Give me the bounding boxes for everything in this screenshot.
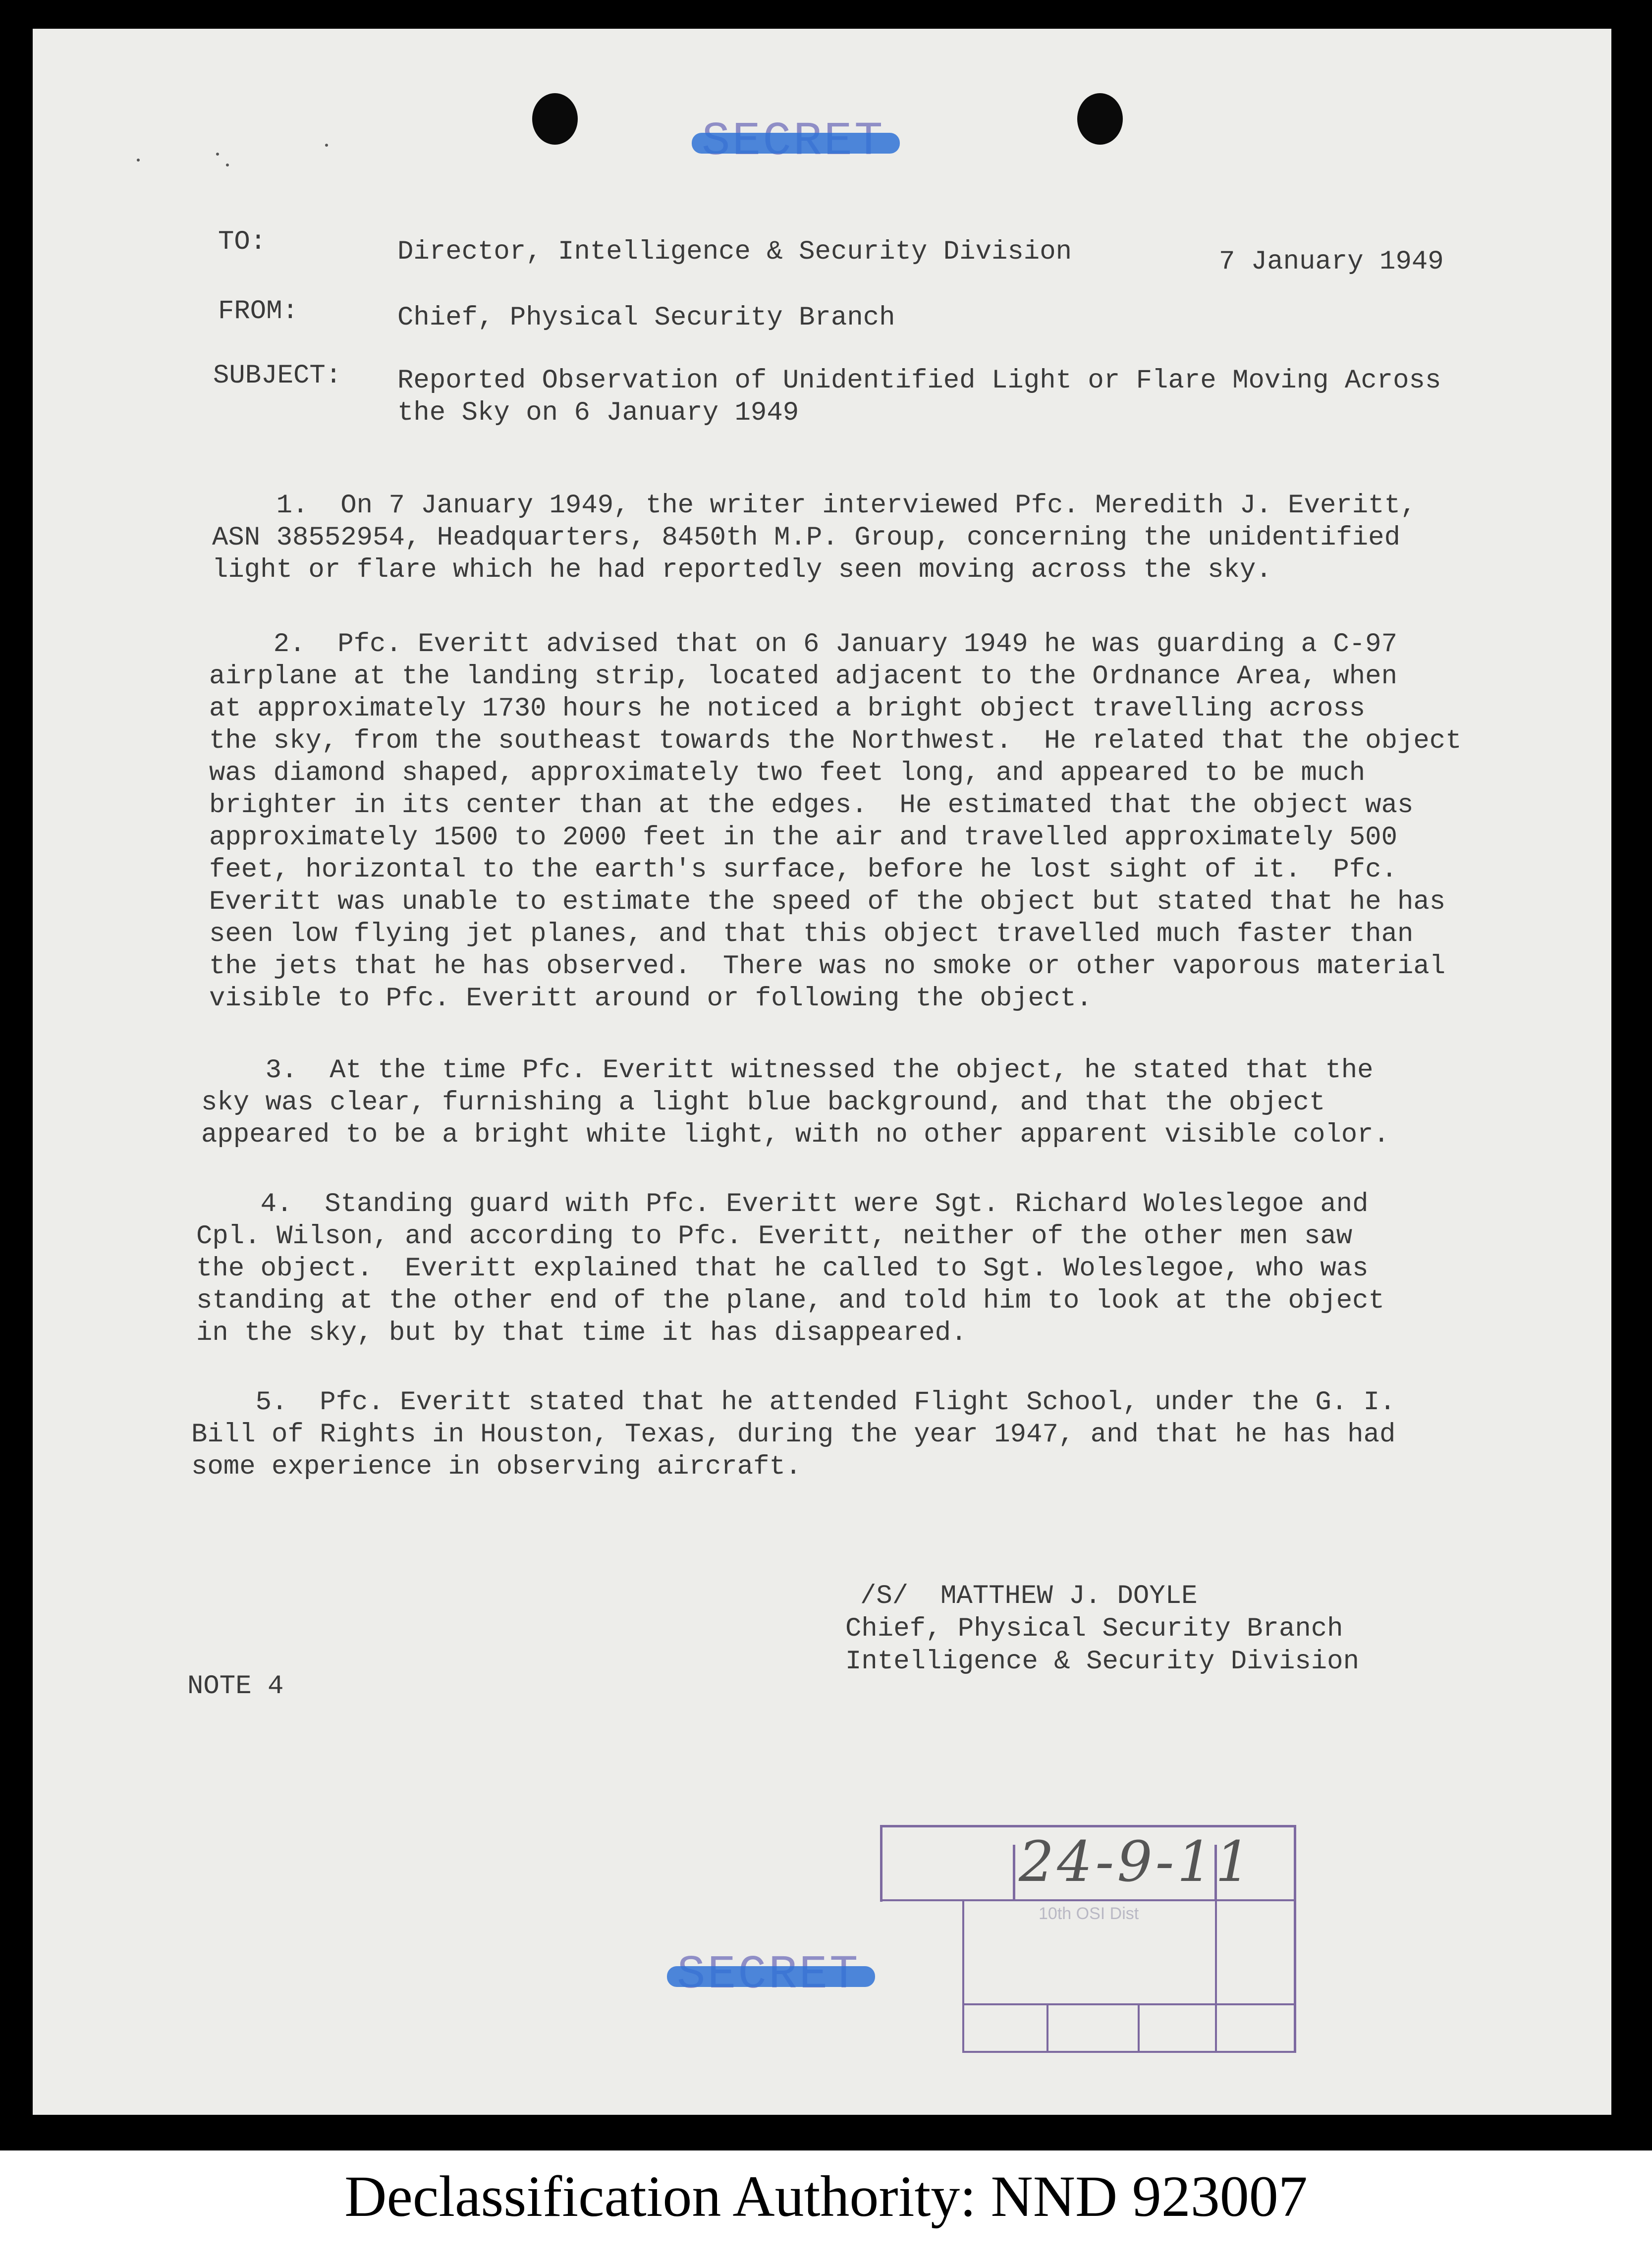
note-label: NOTE 4 xyxy=(187,1671,284,1702)
speck xyxy=(137,159,140,162)
paragraph-1: 1. On 7 January 1949, the writer interviewed Pfc. Meredith J. Everitt, ASN 38552954, Headquarters, 8450th M.P. Group, concerning the unidentified light or flare which he had reportedly seen moving across the sky. xyxy=(212,491,1417,585)
signature-line-2: Chief, Physical Security Branch xyxy=(845,1614,1343,1644)
subject-line-1: Reported Observation of Unidentified Light or Flare Moving Across xyxy=(397,366,1441,396)
file-routing-stamp xyxy=(880,1825,1296,2053)
punch-hole-left xyxy=(532,93,578,145)
speck xyxy=(325,144,328,147)
classification-stamp-bottom xyxy=(677,1951,860,1999)
punch-hole-right xyxy=(1077,93,1123,145)
file-number-handwritten: 24-9-11 xyxy=(1019,1830,1254,1894)
to-label: TO: xyxy=(218,227,267,257)
marker-strike xyxy=(692,133,900,154)
paragraph-5: 5. Pfc. Everitt stated that he attended Flight School, under the G. I. Bill of Rights in Houston, Texas, during the year 1947, and that he has had some experience in observing aircraft. xyxy=(191,1387,1396,1482)
from-label: FROM: xyxy=(218,296,299,327)
speck xyxy=(226,164,229,166)
paragraph-2: 2. Pfc. Everitt advised that on 6 January 1949 he was guarding a C-97 airplane at the landing strip, located adjacent to the Ordnance Area, when at approximately 1730 hours he noticed a bright object travelling across the sky, from the southeast towards the Northwest. He related that the object was diamond shaped, approximately two feet long, and appeared to be much brighter in its center than at the edges. He estimated that the object was approximately 1500 to 2000 feet in the air and travelled approximately 500 feet, horizontal to the earth's surface, before he lost sight of it. Pfc. Everitt was unable to estimate the speed of the object but stated that he has seen low flying jet planes, and that this object travelled much faster than the jets that he has observed. There was no smoke or other vaporous material visible to Pfc. Everitt around or following the object. xyxy=(209,629,1462,1014)
subject-line-2: the Sky on 6 January 1949 xyxy=(397,398,799,428)
marker-strike xyxy=(667,1966,875,1987)
subject-label: SUBJECT: xyxy=(213,361,342,391)
speck xyxy=(216,153,219,156)
signature-line-3: Intelligence & Security Division xyxy=(845,1647,1359,1677)
declassification-caption: Declassification Authority: NND 923007 xyxy=(344,2164,1308,2229)
paragraph-3: 3. At the time Pfc. Everitt witnessed the object, he stated that the sky was clear, furnishing a light blue background, and that the object appeared to be a bright white light, with no other apparent visible color. xyxy=(201,1055,1389,1150)
classification-stamp-top xyxy=(702,118,885,165)
file-stamp-office: 10th OSI Dist xyxy=(1039,1904,1139,1923)
paragraph-4: 4. Standing guard with Pfc. Everitt were Sgt. Richard Woleslegoe and Cpl. Wilson, and according to Pfc. Everitt, neither of the other men saw the object. Everitt explained that he called to Sgt. Woleslegoe, who was standing at the other end of the plane, and told him to look at the object in the sky, but by that time it has disappeared. xyxy=(196,1189,1384,1348)
document-page xyxy=(33,29,1611,2115)
to-value: Director, Intelligence & Security Division xyxy=(397,237,1072,267)
memo-date: 7 January 1949 xyxy=(1219,247,1444,277)
signature-line-1: /S/ MATTHEW J. DOYLE xyxy=(860,1581,1198,1611)
from-value: Chief, Physical Security Branch xyxy=(397,303,895,333)
